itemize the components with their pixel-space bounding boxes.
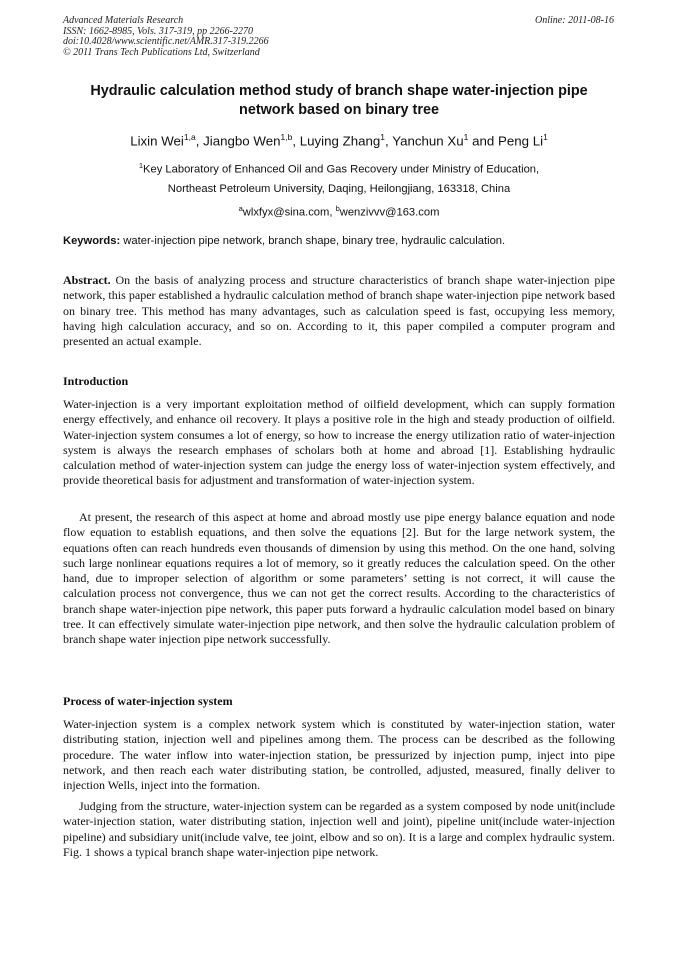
- journal-name: Advanced Materials Research: [63, 15, 184, 26]
- email-b-sup: b: [335, 203, 340, 213]
- process-heading: Process of water-injection system: [63, 694, 233, 708]
- author-name: Luying Zhang: [299, 133, 381, 149]
- author-name: Yanchun Xu: [392, 133, 464, 149]
- affiliation-text-1: Key Laboratory of Enhanced Oil and Gas Recovery under Ministry of Education,: [143, 163, 540, 176]
- abstract-paragraph: [63, 273, 615, 349]
- copyright-line: © 2011 Trans Tech Publications Ltd, Switzerland: [63, 46, 260, 58]
- process-paragraph-1: Water-injection system is a complex network system which is constituted by water-injection station, water distributing station, injection well and pipelines among them. The process can be described as the following procedure. The water inflow into water-injection station, be pressurized by injection pump, inject into pipe network, and then reach each water distributing station, be controlled, adjusted, measured, finally deliver to injection Wells, inject into the formation.: [63, 717, 615, 793]
- keywords-text: water-injection pipe network, branch shape, binary tree, hydraulic calculation.: [120, 235, 506, 247]
- author-name: Lixin Wei: [130, 133, 184, 149]
- email-a-sup: a: [238, 203, 243, 213]
- affiliation-block: [63, 156, 615, 222]
- online-date: Online: 2011-08-16: [535, 15, 614, 26]
- paper-title: Hydraulic calculation method study of branch shape water-injection pipe network based on binary tree: [90, 83, 588, 118]
- author-sup: 1,b: [280, 132, 293, 142]
- journal-header: [63, 16, 443, 58]
- affiliation-sup: 1: [138, 161, 144, 170]
- keywords-label: Keywords:: [63, 235, 121, 247]
- author-name: Peng Li: [497, 133, 544, 149]
- email-a: wlxfyx@sina.com,: [242, 206, 336, 219]
- author-sup: 1,a: [183, 132, 196, 142]
- process-paragraph-2: Judging from the structure, water-injection system can be regarded as a system composed by node unit(include water-injection station, water distributing station, injection well and joint), pipeline unit(include water-injection pipeline) and subsidiary unit(include valve, tee joint, elbow and so on). It is a large and complex hydraulic system. Fig. 1 shows a typical branch shape water-injection pipe network.: [63, 799, 615, 859]
- issn-line: ISSN: 1662-8985, Vols. 317-319, pp 2266-2270: [63, 25, 253, 37]
- introduction-heading: Introduction: [63, 374, 129, 388]
- email-line: [63, 199, 615, 223]
- affiliation-line-1: [63, 156, 615, 180]
- affiliation-line-2: Northeast Petroleum University, Daqing, Heilongjiang, 163318, China: [167, 182, 511, 195]
- email-b: wenzivvv@163.com: [339, 206, 440, 219]
- keywords-line: [63, 234, 623, 249]
- abstract-text: On the basis of analyzing process and structure characteristics of branch shape water-injection pipe network, this paper established a hydraulic calculation method of branch shape water-injection pipe network based on binary tree. This method has many advantages, such as calculation speed is fast, occupying less memory, having high calculation accuracy, and so on. According to it, this paper compiled a computer program and presented an actual example.: [63, 273, 615, 349]
- intro-paragraph-1: Water-injection is a very important exploitation method of oilfield development, which can supply formation energy effectively, and enhance oil recovery. It plays a positive role in the high and steady production of oilfield. Water-injection system consumes a lot of energy, so how to increase the energy utilization ratio of water-injection system is always the research emphases of scholars both at home and abroad [1]. Establishing hydraulic calculation method of water-injection system can judge the energy loss of water-injection system effectively, and provide theoretical basis for adjustment and transformation of water-injection system.: [63, 397, 615, 488]
- author-sup: 1: [380, 132, 386, 142]
- author-separator: ,: [195, 133, 204, 149]
- author-sup: 1: [543, 132, 548, 142]
- doi-line: doi:10.4028/www.scientific.net/AMR.317-319.2266: [63, 36, 269, 48]
- intro-paragraph-2: At present, the research of this aspect at home and abroad mostly use pipe energy balance equation and node flow equation to establish equations, and then solve the equations [2]. But for the large network system, the equations often can reach hundreds even thousands of dimension by using this method. On the one hand, solving such large nonlinear equations requires a lot of memory, so it greatly reduces the calculation speed. On the other hand, due to improper selection of algorithm or some parameters’ setting is not correct, it will cause the calculation process not convergence, thus we can not get the correct results. According to the characteristics of branch shape water-injection pipe network, this paper puts forward a hydraulic calculation model based on binary tree. It can effectively simulate water-injection pipe network, and then solve the hydraulic calculation problem of branch shape water injection pipe network successfully.: [63, 510, 615, 647]
- author-separator: ,: [385, 133, 393, 149]
- author-sup: 1: [463, 132, 469, 142]
- author-separator: and: [468, 133, 498, 149]
- author-name: Jiangbo Wen: [203, 133, 281, 149]
- abstract-label: Abstract.: [63, 273, 111, 287]
- author-separator: ,: [292, 133, 300, 149]
- author-list: [63, 128, 615, 150]
